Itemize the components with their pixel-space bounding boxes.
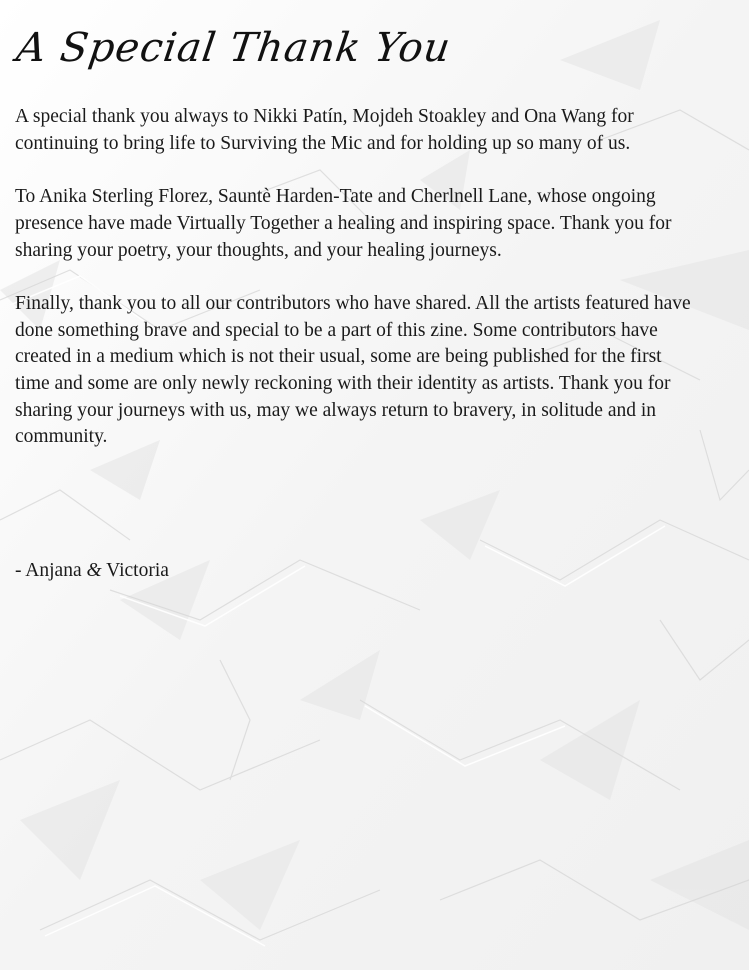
page-title: A Special Thank You <box>13 25 454 71</box>
paragraph-surviving-the-mic: A special thank you always to Nikki Patín, Mojdeh Stoakley and Ona Wang for continuing to bring life to Surviving the Mic and for holding up so many of us. <box>15 106 634 154</box>
signature-ampersand: & <box>86 560 102 581</box>
signature <box>15 557 169 584</box>
signature-suffix: Victoria <box>101 560 169 581</box>
thank-you-body <box>15 104 695 478</box>
paragraph-contributors: Finally, thank you to all our contributors who have shared. All the artists featured have done something brave and special to be a part of this zine. Some contributors have created in a medium which is not their usual, some are being published for the first time and some are only newly reckoning with their identity as artists. Thank you for sharing your journeys with us, may we always return to bravery, in solitude and in community. <box>15 292 691 448</box>
signature-prefix: - Anjana <box>15 560 87 581</box>
paragraph-virtually-together: To Anika Sterling Florez, Sauntè Harden-Tate and Cherlnell Lane, whose ongoing presence have made Virtually Together a healing and inspiring space. Thank you for sharing your poetry, your thoughts, and your healing journeys. <box>15 186 672 261</box>
